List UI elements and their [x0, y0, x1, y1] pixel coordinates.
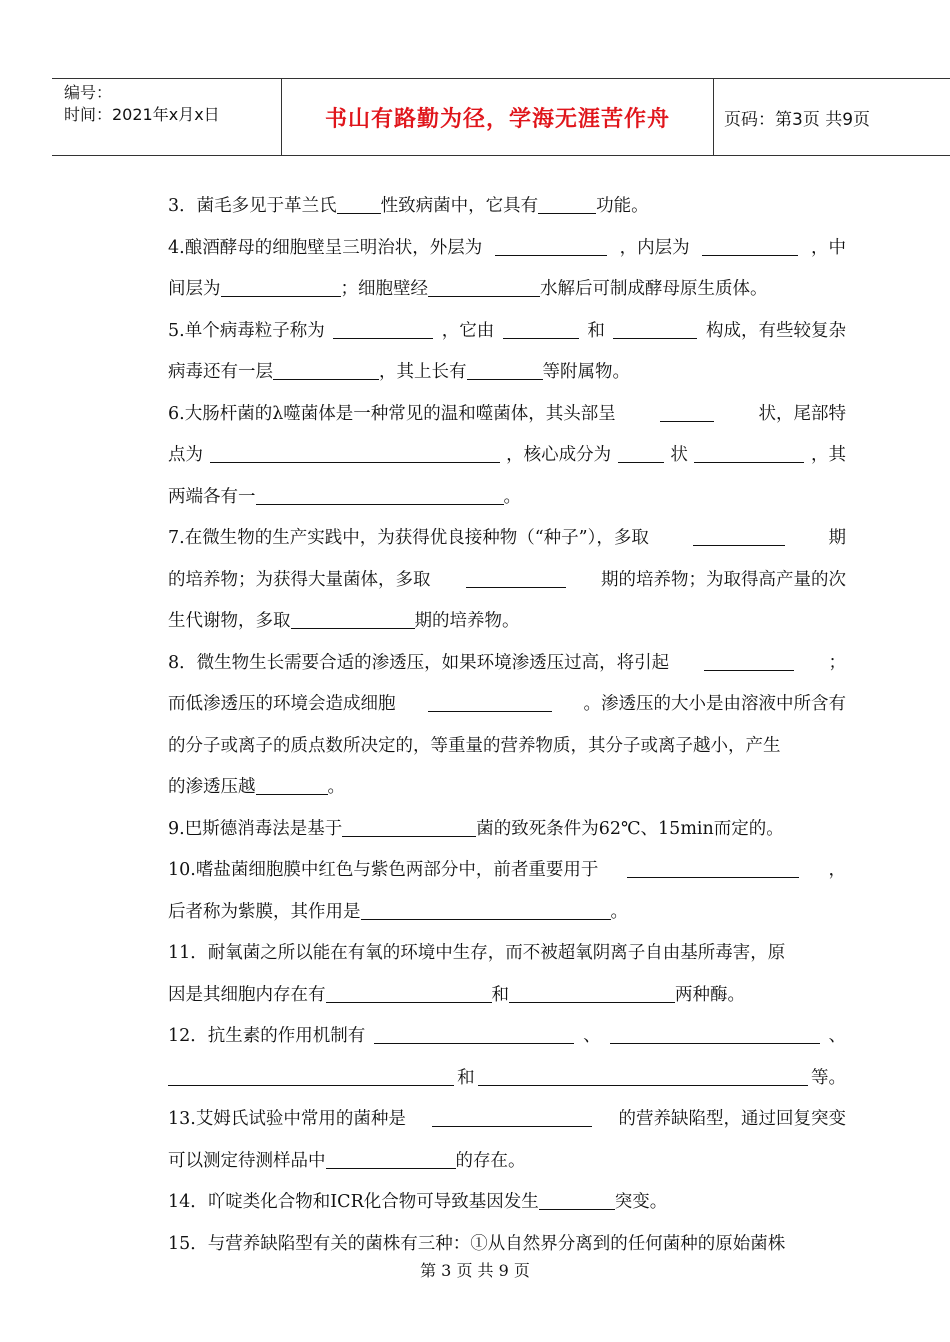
answer-blank [503, 320, 579, 339]
question-8-line-4 [168, 767, 846, 809]
answer-blank [342, 818, 476, 837]
answer-blank [256, 486, 504, 505]
question-text: 两种酶。 [675, 984, 745, 1005]
answer-blank [168, 1067, 454, 1086]
question-text: 构成，有些较复杂 [705, 320, 846, 341]
doc-code-label: 编号： [64, 83, 113, 102]
question-text: 期 [828, 528, 846, 548]
answer-blank [702, 237, 798, 256]
question-text: 状 [670, 445, 688, 465]
question-text: 两端各有一 [168, 486, 256, 507]
question-text: 的存在。 [455, 1150, 526, 1171]
answer-blank [333, 320, 433, 339]
answer-blank [478, 1067, 808, 1086]
question-13-line-2 [168, 1141, 846, 1183]
answer-blank [221, 279, 341, 298]
question-3 [168, 186, 846, 228]
question-text: 9.巴斯德消毒法是基于 [168, 818, 343, 839]
question-text: ； [828, 652, 846, 673]
question-10-line-2 [168, 892, 846, 934]
question-text: 8．微生物生长需要合适的渗透压，如果环境渗透压过高，将引起 [168, 652, 670, 673]
question-5-line-1 [168, 311, 846, 353]
question-text: ，其 [810, 445, 846, 465]
question-text: 生代谢物，多取 [168, 611, 291, 631]
answer-blank [428, 694, 552, 713]
question-8-line-3 [168, 726, 846, 768]
question-11-line-2 [168, 975, 846, 1017]
question-5-line-2 [168, 352, 846, 394]
question-text: 而低渗透压的环境会造成细胞 [168, 694, 396, 714]
doc-time-label: 时间：2021年x月x日 [64, 105, 220, 124]
answer-blank [361, 901, 611, 920]
question-text: 等附属物。 [542, 362, 630, 382]
question-text: 功能。 [596, 196, 649, 216]
question-6-line-1 [168, 394, 846, 436]
question-text: 和 [587, 320, 605, 341]
answer-blank [495, 237, 607, 256]
question-11-line-1 [168, 933, 846, 975]
question-text: 后者称为紫膜，其作用是 [168, 901, 361, 922]
answer-blank [627, 860, 799, 879]
answer-blank [432, 1109, 592, 1128]
question-12-line-1 [168, 1016, 846, 1058]
question-text: 因是其细胞内存在有 [168, 984, 326, 1005]
question-text: 和 [491, 984, 509, 1005]
question-9 [168, 809, 846, 851]
question-text: 13.艾姆氏试验中常用的菌种是 [168, 1109, 406, 1129]
question-text: 性致病菌中，它具有 [380, 196, 539, 216]
question-text: 12．抗生素的作用机制有 [168, 1026, 366, 1046]
question-text: 的分子或离子的质点数所决定的，等重量的营养物质，其分子或离子越小，产生 [168, 735, 781, 756]
question-text: ；细胞壁经 [340, 279, 428, 299]
question-text: 菌的致死条件为62℃、15min而定的。 [476, 818, 784, 839]
answer-blank [374, 1026, 574, 1045]
answer-blank [256, 777, 328, 796]
question-text: 的营养缺陷型，通过回复突变 [618, 1109, 846, 1129]
question-text: 期的培养物。 [414, 611, 520, 631]
question-text: 4.酿酒酵母的细胞壁呈三明治状，外层为 [168, 237, 483, 258]
question-text: ，它由 [441, 320, 495, 341]
question-text: 11．耐氧菌之所以能在有氧的环境中生存，而不被超氧阴离子自由基所毒害，原 [168, 943, 786, 963]
question-text: ， [828, 860, 846, 880]
question-text: 状，尾部特 [758, 403, 846, 424]
answer-blank [539, 1192, 615, 1211]
answer-blank [467, 362, 543, 381]
question-text: 。渗透压的大小是由溶液中所含有 [583, 694, 846, 714]
question-text: 14．吖啶类化合物和ICR化合物可导致基因发生 [168, 1192, 539, 1212]
answer-blank [337, 196, 381, 215]
answer-blank [428, 279, 540, 298]
question-text: 5.单个病毒粒子称为 [168, 320, 325, 341]
question-text: 水解后可制成酵母原生质体。 [540, 279, 768, 299]
question-4-line-2 [168, 269, 846, 311]
answer-blank [509, 984, 675, 1003]
question-13-line-1 [168, 1099, 846, 1141]
question-text: 6.大肠杆菌的λ噬菌体是一种常见的温和噬菌体，其头部呈 [168, 403, 616, 424]
question-text: 。 [610, 901, 628, 922]
answer-blank [291, 611, 415, 630]
question-list [168, 186, 846, 1265]
question-text: 的渗透压越 [168, 777, 256, 797]
question-text: 可以测定待测样品中 [168, 1150, 326, 1171]
question-text: 点为 [168, 445, 203, 465]
answer-blank [466, 569, 566, 588]
question-12-line-2 [168, 1058, 846, 1100]
answer-blank [273, 362, 379, 381]
question-text: ，中 [810, 237, 846, 258]
answer-blank [610, 1026, 820, 1045]
question-text: 间层为 [168, 279, 221, 299]
question-14 [168, 1182, 846, 1224]
question-text: 。 [327, 777, 345, 797]
answer-blank [618, 445, 664, 464]
question-text: ，其上长有 [379, 362, 467, 382]
question-text: ，内层为 [619, 237, 690, 258]
question-text: 和 [457, 1067, 475, 1088]
question-6-line-2 [168, 435, 846, 477]
answer-blank [210, 445, 500, 464]
question-text: 病毒还有一层 [168, 362, 273, 382]
question-8-line-2 [168, 684, 846, 726]
question-text: 、 [583, 1026, 601, 1046]
question-7-line-2 [168, 560, 846, 602]
question-7-line-3 [168, 601, 846, 643]
answer-blank [693, 528, 785, 547]
answer-blank [326, 1150, 456, 1169]
answer-blank [704, 652, 794, 671]
page-footer: 第 3 页 共 9 页 [420, 1261, 530, 1280]
question-text: 10.嗜盐菌细胞膜中红色与紫色两部分中，前者重要用于 [168, 860, 599, 880]
question-text: 15．与营养缺陷型有关的菌株有三种：①从自然界分离到的任何菌种的原始菌株 [168, 1233, 786, 1254]
question-4-line-1 [168, 228, 846, 270]
question-10-line-1 [168, 850, 846, 892]
answer-blank [538, 196, 596, 215]
page-header [52, 78, 950, 156]
header-meta [52, 79, 282, 155]
answer-blank [613, 320, 697, 339]
question-text: 等。 [810, 1067, 846, 1088]
question-8-line-1 [168, 643, 846, 685]
header-page-number: 页码：第3页 共9页 [724, 109, 871, 130]
question-6-line-3 [168, 477, 846, 519]
question-7-line-1 [168, 518, 846, 560]
answer-blank [694, 445, 804, 464]
answer-blank [326, 984, 492, 1003]
question-text: 期的培养物；为取得高产量的次 [601, 569, 846, 590]
question-text: 的培养物；为获得大量菌体，多取 [168, 569, 431, 590]
question-text: ，核心成分为 [506, 445, 612, 465]
question-text: 突变。 [614, 1192, 668, 1212]
question-text: 7.在微生物的生产实践中，为获得优良接种物（“种子”），多取 [168, 528, 649, 548]
question-text: 、 [828, 1026, 846, 1046]
question-text: 。 [503, 486, 521, 507]
header-slogan: 书山有路勤为径，学海无涯苦作舟 [282, 79, 714, 155]
question-text: 3．菌毛多见于革兰氏 [168, 196, 337, 216]
answer-blank [660, 403, 714, 422]
